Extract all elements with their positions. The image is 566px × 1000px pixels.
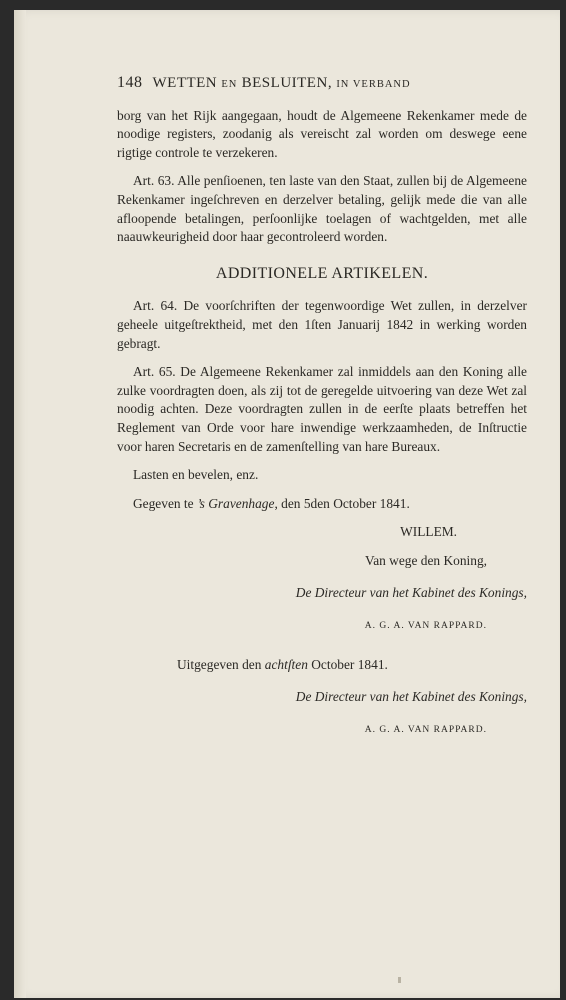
page-content — [117, 74, 527, 739]
paper-mark — [398, 977, 401, 983]
running-title: WETTEN EN BESLUITEN, IN VERBAND — [152, 75, 411, 91]
closing-formula: Lasten en bevelen, enz. — [133, 467, 259, 483]
director-signature-2: A. G. A. VAN RAPPARD. — [364, 724, 487, 735]
director-line-2: De Directeur van het Kabinet des Konings, — [295, 689, 527, 705]
article-64: Art. 64. De voorſchriften der tegenwoordige Wet zullen, in derzelver geheele uitgeſtrektheid, met den 1ſten Januarij 1842 in werking worden gebragt. — [117, 298, 527, 351]
director-line-1: De Directeur van het Kabinet des Konings, — [295, 585, 527, 601]
page-gutter — [14, 10, 26, 998]
section-heading: ADDITIONELE ARTIKELEN. — [215, 264, 429, 282]
given-place: ’s Gravenhage — [196, 495, 275, 511]
on-behalf-line: Van wege den Koning, — [365, 552, 487, 568]
issued-line: Uitgegeven den achtſten October 1841. — [177, 656, 388, 672]
continued-paragraph: borg van het Rijk aangegaan, houdt de Algemeene Rekenkamer mede de noodige registers, zoodanig als vereischt zal worden om deswege eene rigtige controle te verzekeren. — [117, 107, 527, 160]
article-63: Art. 63. Alle penſioenen, ten laste van den Staat, zullen bij de Algemeene Rekenkamer ingeſchreven en derzelver betaling, gelijk mede die van alle afloopende betalingen, perſoonlijke toelagen of wachtgelden, met alle naauwkeurigheid door haar gecontroleerd worden. — [117, 173, 527, 245]
page-number: 148 — [117, 74, 143, 91]
issued-day: achtſten — [264, 656, 308, 672]
king-signature: WILLEM. — [400, 524, 457, 540]
director-signature-1: A. G. A. VAN RAPPARD. — [364, 621, 487, 632]
given-line: Gegeven te ’s Gravenhage, den 5den October 1841. — [133, 495, 410, 511]
article-65: Art. 65. De Algemeene Rekenkamer zal inmiddels aan den Koning alle zulke voordragten doen, als zij tot de geregelde uitvoering van deze Wet zal noodig achten. Deze voordragten zullen in de eerſte plaats betreffen het Reglement van Orde voor hare inwendige werkzaamheden, de Inſtructie voor haren Secretaris en de zamenſtelling van hare Bureaux. — [117, 364, 527, 454]
running-head — [117, 74, 527, 95]
